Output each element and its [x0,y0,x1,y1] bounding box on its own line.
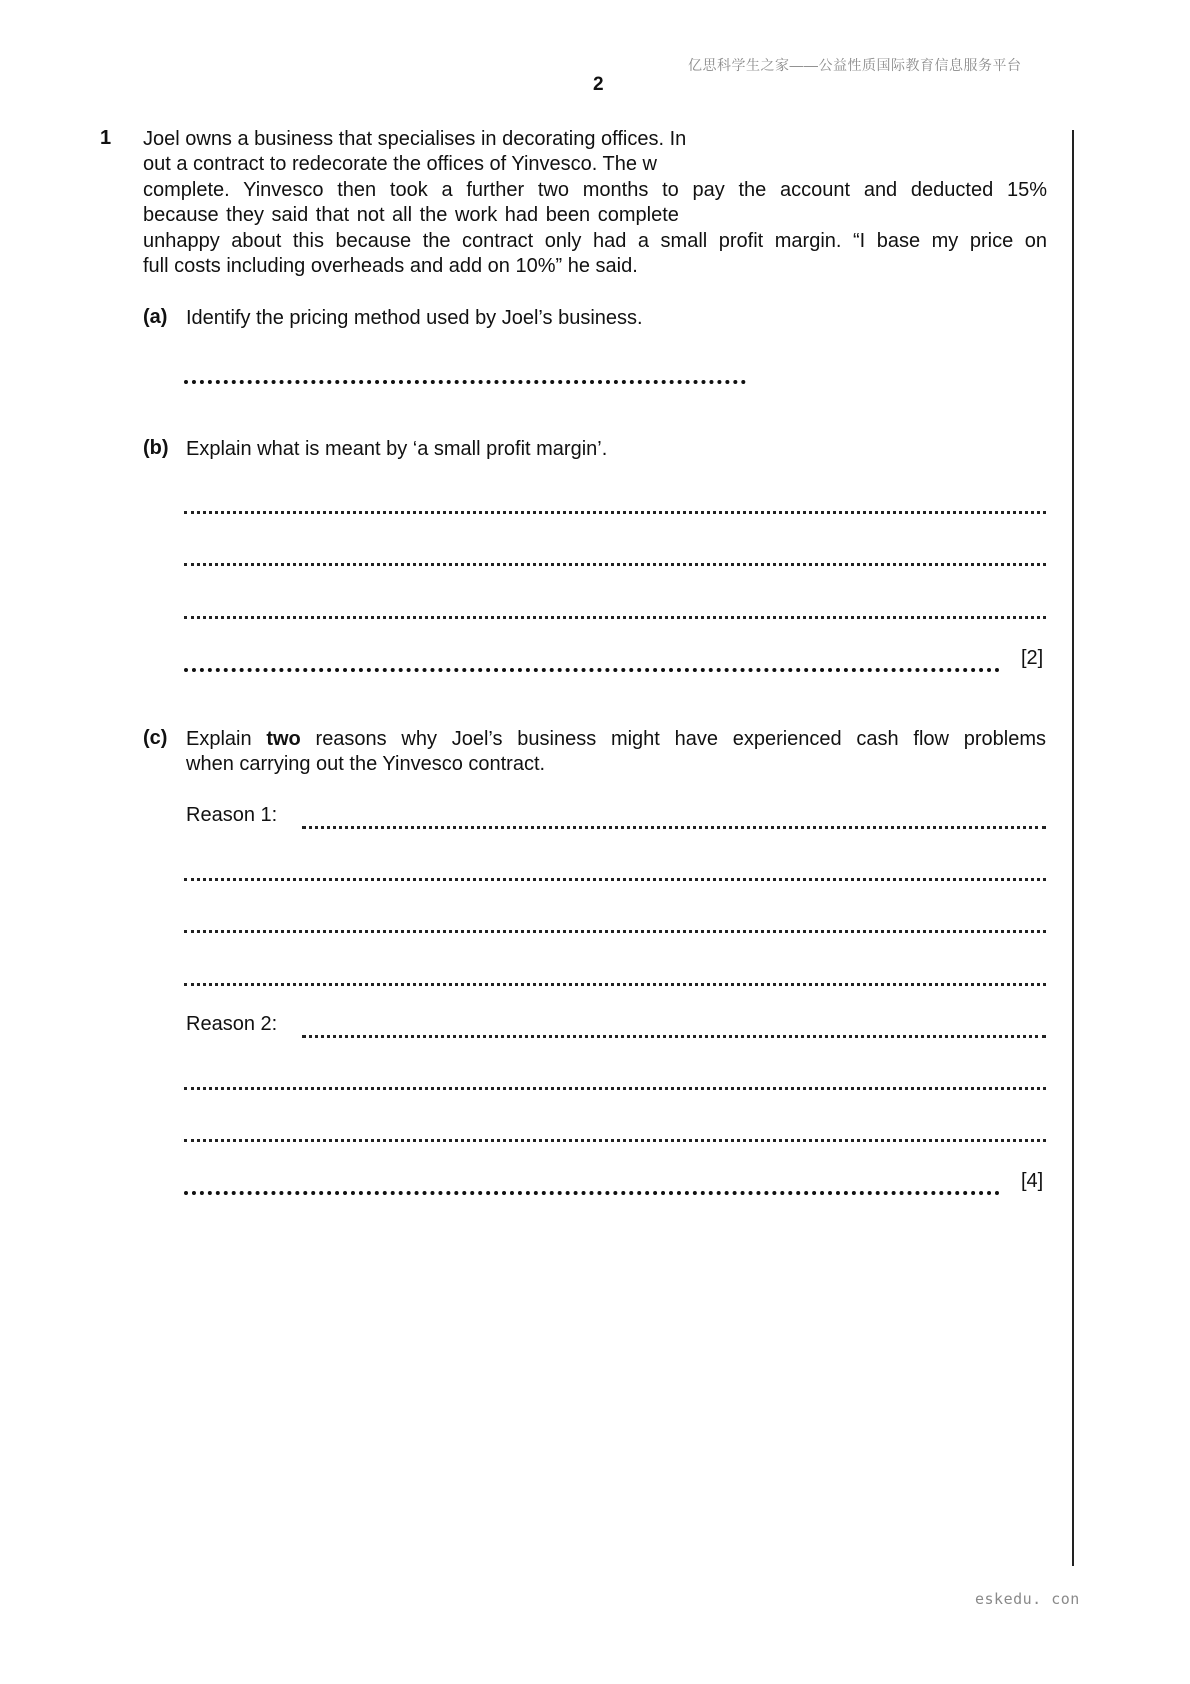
part-c-text-prefix: Explain [186,728,267,750]
reason-1-label: Reason 1: [186,804,278,826]
answer-line-c-r2-4[interactable] [184,1191,1000,1195]
answer-line-b2[interactable] [184,563,1046,566]
stem-line-3: complete. Yinvesco then took a further two months to pay the account and deducted 15% [143,179,1047,201]
answer-line-c-r1-2[interactable] [184,878,1046,881]
footer-watermark: eskedu. con [975,1590,1080,1608]
part-c-text-line-2: when carrying out the Yinvesco contract. [186,753,546,775]
answer-line-b4[interactable] [184,668,1000,672]
answer-line-c-r1-4[interactable] [184,983,1046,986]
answer-line-b3[interactable] [184,616,1046,619]
part-a-text: Identify the pricing method used by Joel’s business. [186,307,643,329]
reason-2-label: Reason 2: [186,1013,278,1035]
part-c-label: (c) [143,727,168,749]
part-b-text: Explain what is meant by ‘a small profit margin’. [186,438,608,460]
part-b-marks: [2] [1021,647,1044,669]
answer-line-a[interactable] [184,380,746,384]
margin-rule [1072,130,1074,1566]
stem-line-1: Joel owns a business that specialises in decorating offices. In [143,128,687,150]
part-b-label: (b) [143,437,169,459]
question-number: 1 [100,127,112,149]
answer-line-c-r1-3[interactable] [184,930,1046,933]
stem-line-2: out a contract to redecorate the offices of Yinvesco. The w [143,153,658,175]
answer-line-c-r2-1[interactable] [302,1035,1046,1038]
answer-line-c-r2-2[interactable] [184,1087,1046,1090]
part-c-bold-two: two [266,728,301,750]
header-watermark: 亿思科学生之家——公益性质国际教育信息服务平台 [688,57,1022,73]
stem-line-5: unhappy about this because the contract only had a small profit margin. “I base my price on [143,230,1047,252]
part-c-marks: [4] [1021,1170,1044,1192]
part-c-text-line-1 [186,727,1046,753]
answer-line-c-r1-1[interactable] [302,826,1046,829]
stem-line-4: because they said that not all the work had been complete [143,204,679,226]
answer-line-b1[interactable] [184,511,1046,514]
part-c-text-suffix: reasons why Joel’s business might have experienced cash flow problems [300,728,1046,750]
stem-line-6: full costs including overheads and add on 10%” he said. [143,255,638,277]
part-a-label: (a) [143,306,168,328]
page-number: 2 [593,74,604,95]
answer-line-c-r2-3[interactable] [184,1139,1046,1142]
